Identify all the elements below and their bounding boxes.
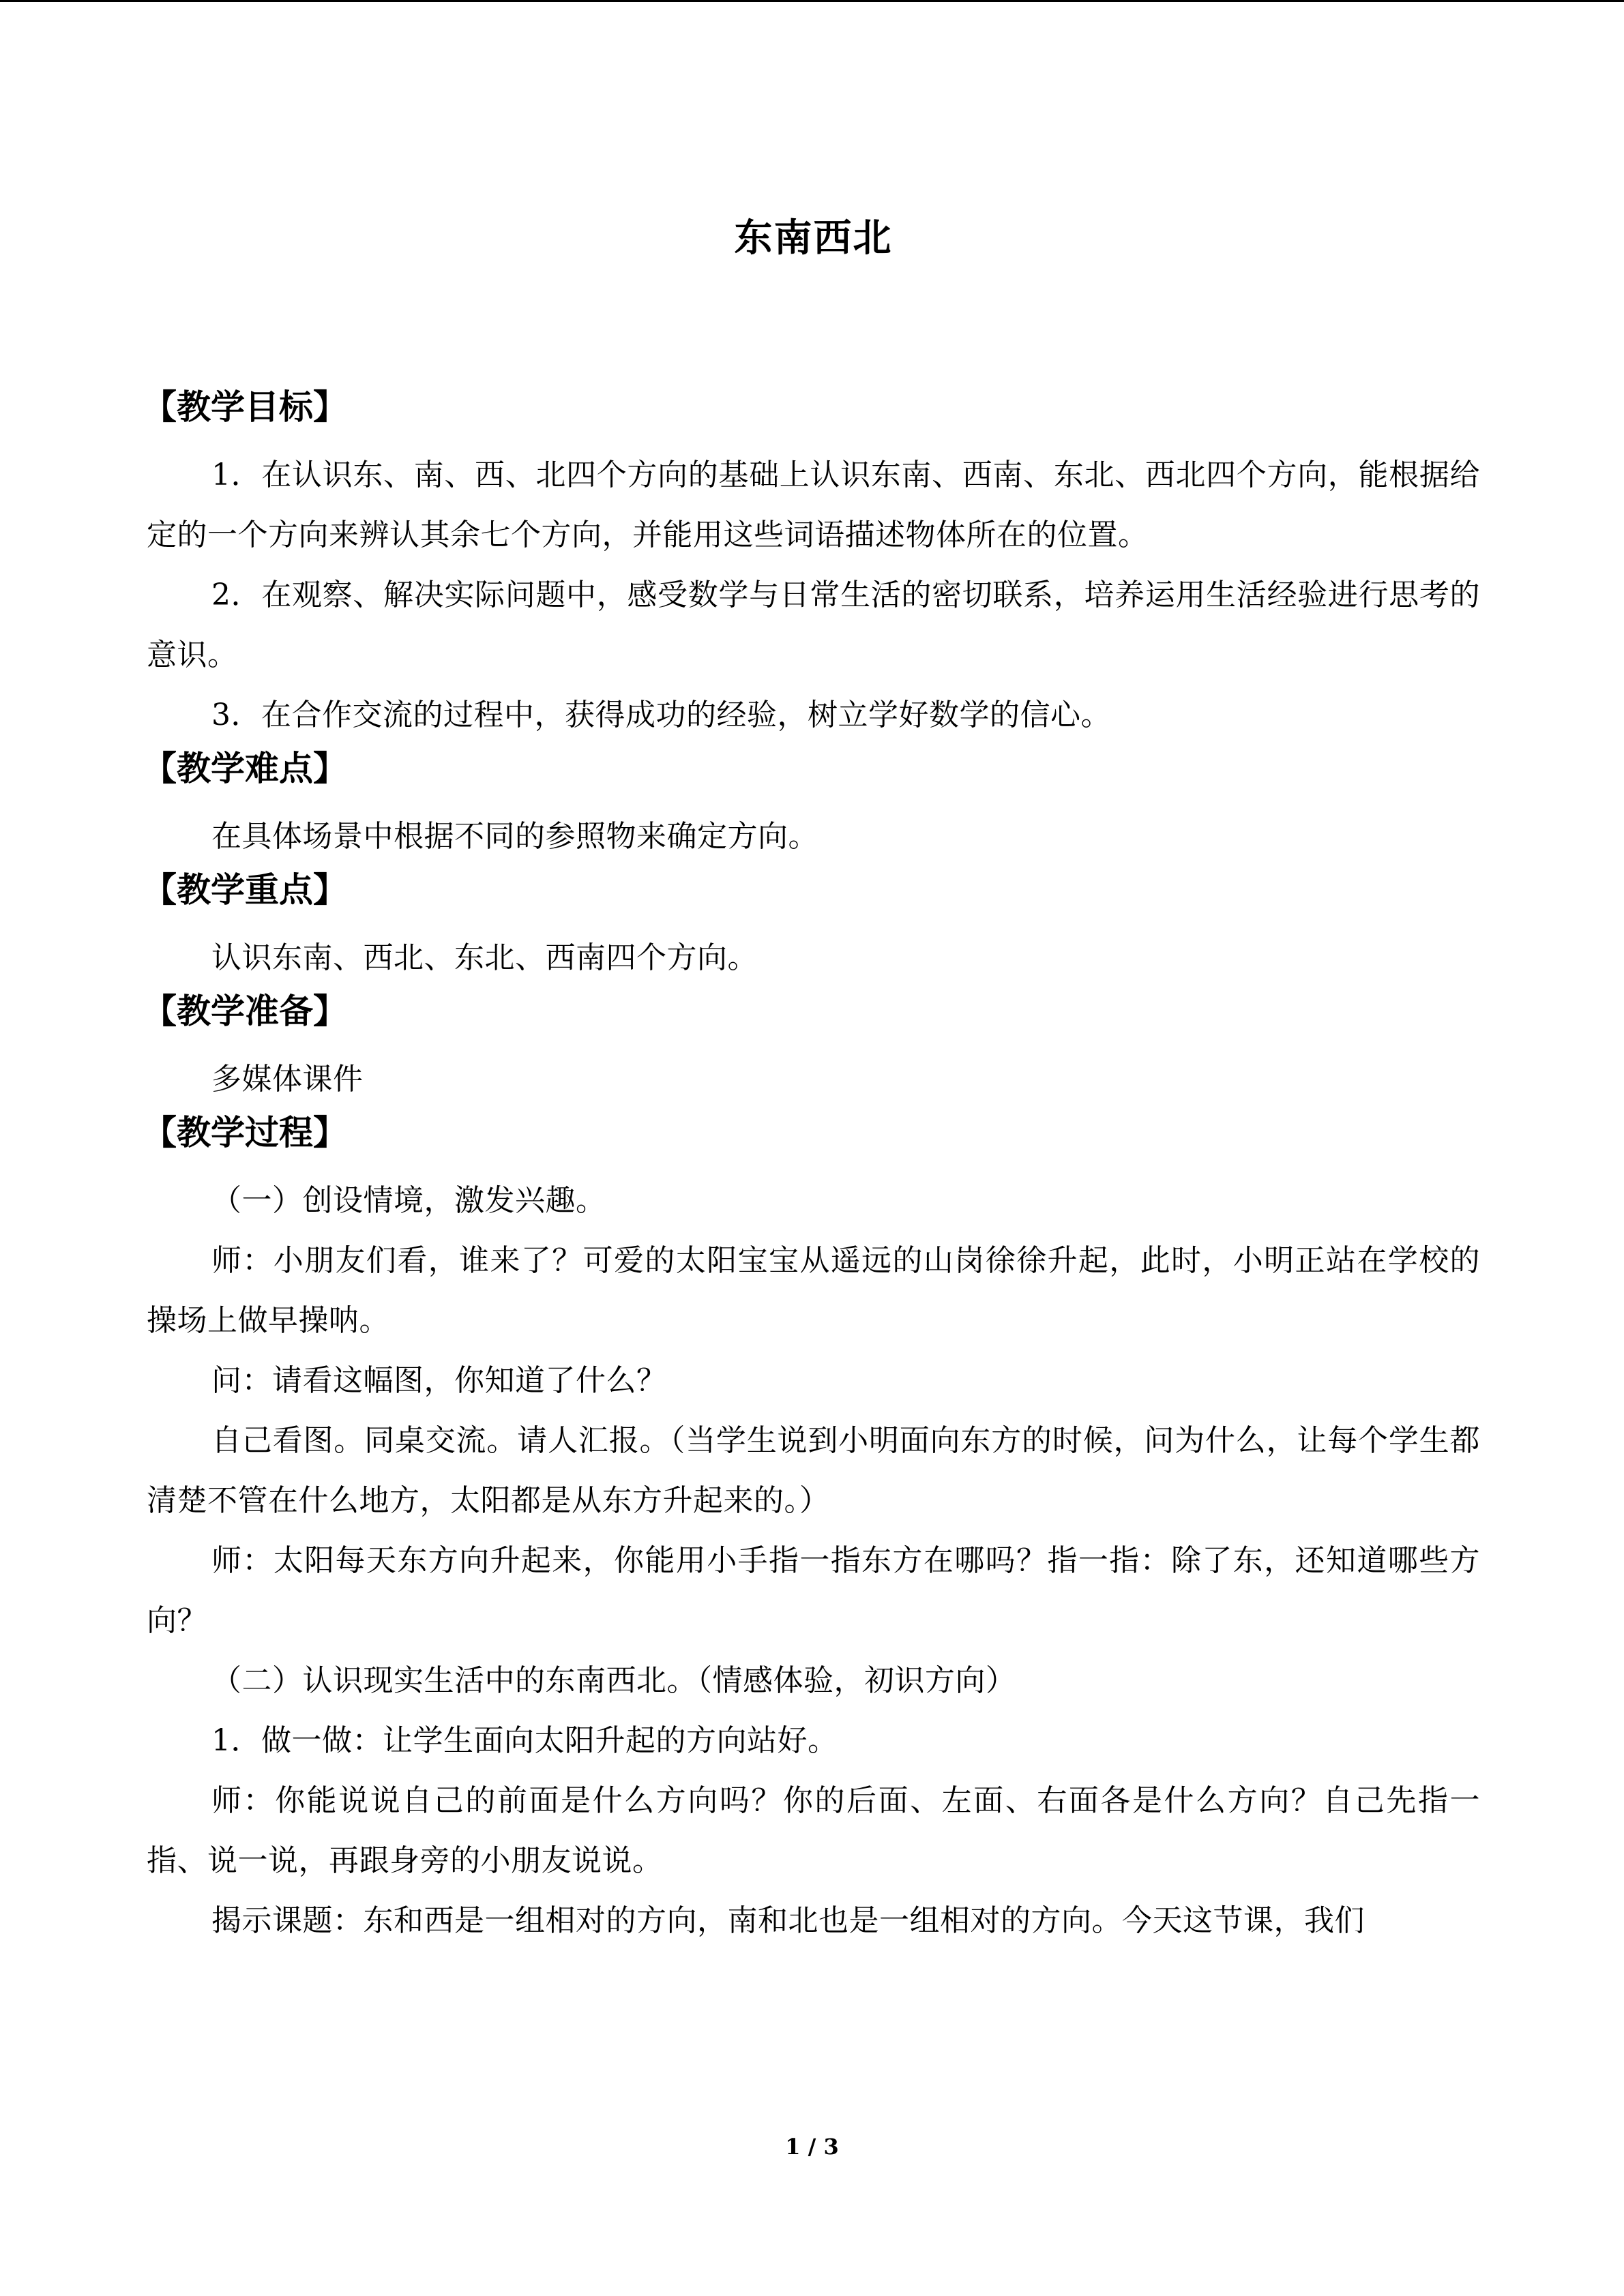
section-heading-process: 【教学过程】 bbox=[143, 1113, 347, 1152]
document-title: 东南西北 bbox=[734, 216, 893, 260]
process-paragraph: 揭示课题：东和西是一组相对的方向，南和北也是一组相对的方向。今天这节课，我们 bbox=[211, 1903, 1365, 1938]
process-paragraph: （二）认识现实生活中的东南西北。（情感体验，初识方向） bbox=[211, 1663, 1016, 1698]
preparation-paragraph: 多媒体课件 bbox=[211, 1062, 364, 1097]
section-heading-key-points: 【教学重点】 bbox=[143, 870, 347, 910]
page-number: 1 / 3 bbox=[785, 2134, 839, 2160]
objective-paragraph: 1．在认识东、南、西、北四个方向的基础上认识东南、西南、东北、西北四个方向，能根据给定的一个方向来辨认其余七个方向，并能用这些词语描述物体所在的位置。 bbox=[147, 458, 1480, 552]
process-paragraph: 1．做一做：让学生面向太阳升起的方向站好。 bbox=[211, 1723, 838, 1758]
section-heading-difficulties: 【教学难点】 bbox=[143, 749, 347, 788]
objective-paragraph: 2．在观察、解决实际问题中，感受数学与日常生活的密切联系，培养运用生活经验进行思考的意识。 bbox=[147, 578, 1480, 672]
difficulty-paragraph: 在具体场景中根据不同的参照物来确定方向。 bbox=[211, 819, 818, 854]
section-heading-objectives: 【教学目标】 bbox=[143, 387, 347, 427]
process-paragraph: 师：小朋友们看，谁来了？可爱的太阳宝宝从遥远的山岗徐徐升起，此时，小明正站在学校的操场上做早操呐。 bbox=[147, 1243, 1480, 1338]
top-border-line bbox=[0, 0, 1624, 2]
process-paragraph: 师：你能说说自己的前面是什么方向吗？你的后面、左面、右面各是什么方向？自己先指一指、说一说，再跟身旁的小朋友说说。 bbox=[147, 1783, 1480, 1878]
section-heading-preparation: 【教学准备】 bbox=[143, 992, 347, 1031]
document-body bbox=[143, 385, 1480, 1951]
process-paragraph: 自己看图。同桌交流。请人汇报。（当学生说到小明面向东方的时候，问为什么，让每个学生都清楚不管在什么地方，太阳都是从东方升起来的。） bbox=[147, 1423, 1480, 1518]
key-point-paragraph: 认识东南、西北、东北、西南四个方向。 bbox=[211, 940, 758, 975]
process-paragraph: 师：太阳每天东方向升起来，你能用小手指一指东方在哪吗？指一指：除了东，还知道哪些方向？ bbox=[147, 1543, 1480, 1638]
process-paragraph: 问：请看这幅图，你知道了什么？ bbox=[211, 1363, 667, 1398]
process-paragraph: （一）创设情境，激发兴趣。 bbox=[211, 1183, 606, 1218]
objective-paragraph: 3．在合作交流的过程中，获得成功的经验，树立学好数学的信心。 bbox=[211, 698, 1111, 732]
